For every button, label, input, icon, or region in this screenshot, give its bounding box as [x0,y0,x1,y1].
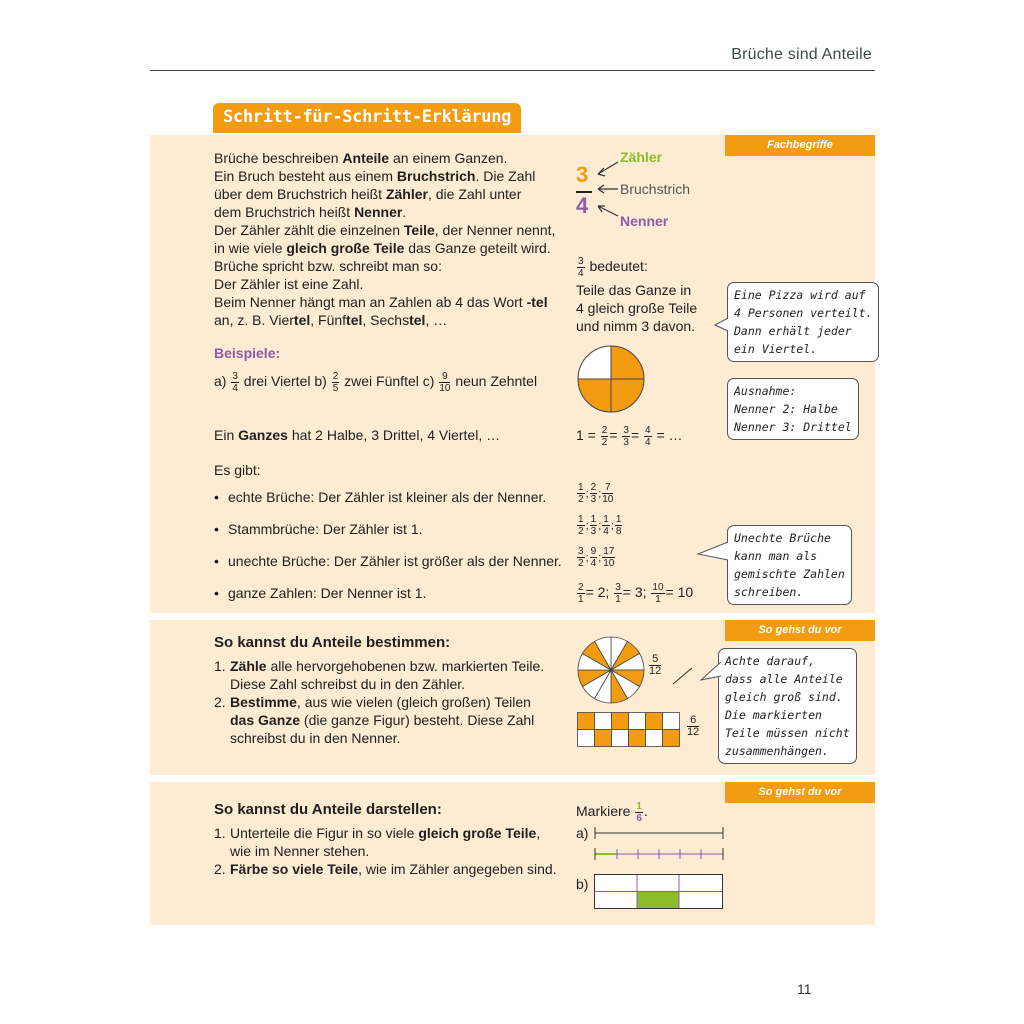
intro-line: Der Zähler ist eine Zahl. [214,276,364,292]
note-line: Nenner 3: Drittel [734,420,852,434]
one-equals-line: 1 = $\frac{2}{2}$ = $\frac{3}{3}$ = $\frac{4}{4}$ = … [576,425,683,448]
example-fraction: $\frac{9}{10}$ [439,370,451,394]
fraction: $\frac{1}{8}$ [615,514,622,537]
heading-darstellen: So kannst du Anteile darstellen: [214,801,442,818]
note-line: dass alle Anteile [725,672,843,686]
note-line: ein Viertel. [734,342,818,356]
heading-bestimmen: So kannst du Anteile bestimmen: [214,634,451,651]
note-unechte-pointer [697,540,729,562]
fraction: $\frac{1}{3}$ [590,514,597,537]
markiere-line: Markiere $\frac{1}{6}$ . [576,801,648,824]
pie-fraction: $\frac{5}{12}$ [649,653,662,677]
label-bruchstrich: Bruchstrich [620,181,691,197]
meaning-line: 4 gleich große Teile [576,300,698,316]
fraction-type-examples: $\frac{1}{2}$ ; $\frac{2}{3}$ ; $\frac{7}{10}$ [578,482,614,505]
bar-cell [578,713,595,730]
steps-darstellen [214,824,557,878]
note-unechte [727,525,852,605]
step-line: 1. Unterteile die Figur in so viele gleich große Teile, [214,825,541,841]
fraction-type-item: • unechte Brüche: Der Zähler ist größer als der Nenner. [214,552,562,570]
step-line: 2. Färbe so viele Teile, wie im Zähler angegeben sind. [214,861,557,877]
bar-cell [612,713,629,730]
label-b: b) [576,876,589,892]
fraction: $\frac{1}{2}$ [578,482,584,505]
fraction: $\frac{1}{4}$ [603,514,609,537]
note-ausnahme [727,378,859,440]
note-line: Dann erhält jeder [734,324,852,338]
bar-cell [595,713,612,730]
ganze-zahlen-examples: $\frac{2}{1}$ = 2; $\frac{3}{1}$ = 3; $\frac{10}{1}$ = 10 [578,582,694,605]
example-fraction: $\frac{2}{5}$ [332,370,339,394]
number-line-a [592,824,726,868]
bar-fraction: $\frac{6}{12}$ [687,714,700,738]
intro-line: Brüche spricht bzw. schreibt man so: [214,258,442,274]
intro-text [214,149,555,311]
bar-cell [646,730,663,747]
bedeutet-line: $\frac{3}{4}$ bedeutet: [578,256,648,279]
label-zaehler: Zähler [620,149,663,165]
page-number: 11 [797,981,812,997]
note-line: Die markierten [725,708,822,722]
bar-cell [663,730,680,747]
bar-cell [578,730,595,747]
diagram-numerator: 3 [576,162,589,187]
note-line: Ausnahme: [734,384,797,398]
note-pizza-pointer [714,318,730,332]
note-achte-pointer [700,660,722,682]
note-pizza [727,282,879,362]
step-line: 2. Bestimme, aus wie vielen (gleich großen) Teilen [214,694,531,710]
tag-fachbegriffe: Fachbegriffe [725,135,875,156]
intro-line: Der Zähler zählt die einzelnen Teile, der Nenner nennt, [214,222,556,238]
fraction: $\frac{7}{10}$ [602,482,614,505]
meaning-line: und nimm 3 davon. [576,318,696,334]
intro-line: Brüche beschreiben Anteile an einem Ganzen. [214,150,508,166]
examples-row: a) $\frac{3}{4}$ drei Viertel b) $\frac{2}{5}$ zwei Fünftel c) $\frac{9}{10}$ neun Zehntel [214,370,538,394]
tag-so-gehst-du-vor-2: So gehst du vor [725,782,875,803]
bar-cell [646,713,663,730]
note-line: kann man als [734,549,818,563]
bar-cell [629,713,646,730]
bar-cell [629,730,646,747]
note-line: Unechte Brüche [734,531,831,545]
examples-label: Beispiele: [214,345,281,361]
label-a: a) [576,825,589,841]
fraction-type-item: • echte Brüche: Der Zähler ist kleiner als der Nenner. [214,488,546,506]
note-line: Nenner 2: Halbe [734,402,838,416]
meaning-line: Teile das Ganze in [576,282,692,298]
bar-cell [663,713,680,730]
bar-cell [612,730,629,747]
pie-quarters [577,345,645,413]
diagram-denominator: 4 [576,193,589,218]
step-line: Diese Zahl schreibst du in den Zähler. [230,676,466,692]
es-gibt-label: Es gibt: [214,462,261,478]
note-line: schreiben. [734,585,804,599]
bar-twelfths [577,712,683,748]
fraction-type-examples: $\frac{1}{2}$ ; $\frac{1}{3}$ ; $\frac{1}{4}$ ; $\frac{1}{8}$ [578,514,622,537]
fraction: $\frac{2}{3}$ [590,482,597,505]
step-line: schreibst du in den Nenner. [230,730,401,746]
intro-line: in wie viele gleich große Teile das Ganze geteilt wird. [214,240,551,256]
fraction: $\frac{1}{2}$ [578,514,584,537]
steps-bestimmen [214,657,544,747]
page-header-title: Brüche sind Anteile [731,46,872,63]
note-line: Teile müssen nicht [725,726,850,740]
whole-line: Ein Ganzes hat 2 Halbe, 3 Drittel, 4 Viertel, … [214,427,501,443]
note-achte-darauf [718,648,857,764]
pie-fraction-arrow [672,666,694,686]
intro-line: dem Bruchstrich heißt Nenner. [214,204,407,220]
step-line: wie im Nenner stehen. [230,843,370,859]
note-line: Achte darauf, [725,654,816,668]
note-line: Eine Pizza wird auf [734,288,866,302]
fraction: $\frac{3}{2}$ [578,546,584,569]
intro-line: über dem Bruchstrich heißt Zähler, die Zahl unter [214,186,522,202]
intro-example-line: an, z. B. Viertel, Fünftel, Sechstel, … [214,312,448,328]
note-line: gemischte Zahlen [734,567,845,581]
pie-twelfths [577,636,645,704]
intro-line: Ein Bruch besteht aus einem Bruchstrich. Die Zahl [214,168,536,184]
fraction: $\frac{9}{4}$ [590,546,597,569]
header-rule [150,70,875,71]
note-line: zusammenhängen. [725,744,829,758]
fraction-type-item: • ganze Zahlen: Der Nenner ist 1. [214,584,426,602]
fraction-type-examples: $\frac{3}{2}$ ; $\frac{9}{4}$ ; $\frac{17}{10}$ [578,546,615,569]
rectangle-sixths [594,874,724,910]
step-line: 1. Zähle alle hervorgehobenen bzw. markierten Teile. [214,658,545,674]
intro-line: Beim Nenner hängt man an Zahlen ab 4 das Wort -tel [214,294,548,310]
note-line: gleich groß sind. [725,690,843,704]
section-heading-tab: Schritt-für-Schritt-Erklärung [213,103,521,133]
label-nenner: Nenner [620,213,669,229]
note-line: 4 Personen verteilt. [734,306,873,320]
meaning-text [576,281,697,335]
tag-so-gehst-du-vor: So gehst du vor [725,620,875,641]
step-line: das Ganze (die ganze Figur) besteht. Diese Zahl [230,712,535,728]
fraction: $\frac{17}{10}$ [603,546,615,569]
example-fraction: $\frac{3}{4}$ [232,370,238,394]
fraction-type-item: • Stammbrüche: Der Zähler ist 1. [214,520,423,538]
bar-cell [595,730,612,747]
